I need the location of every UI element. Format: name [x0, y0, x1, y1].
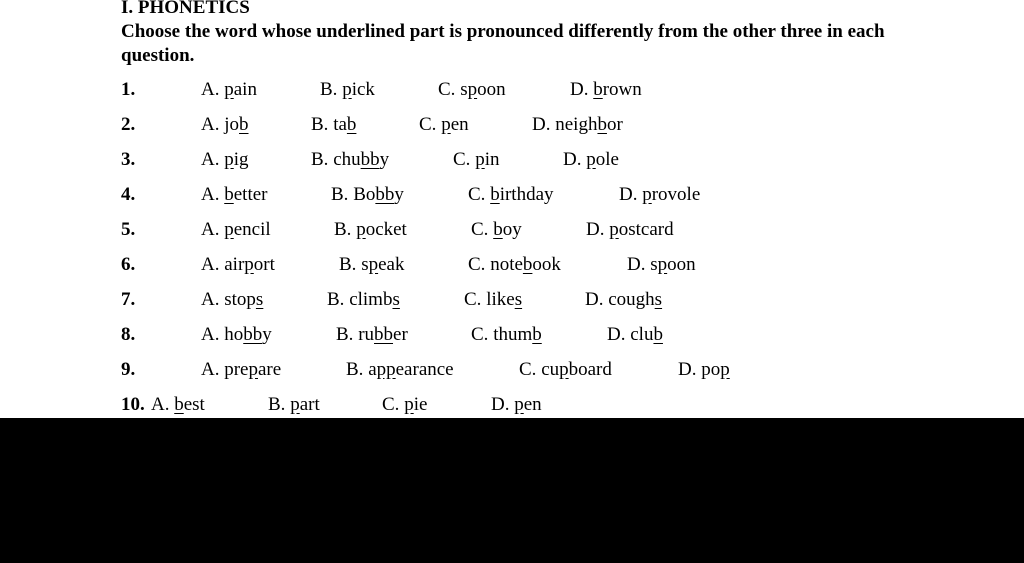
underlined-letters: p [467, 79, 478, 100]
answer-option [346, 357, 454, 383]
option-word-part: y [262, 324, 272, 345]
option-word-part: cu [541, 359, 560, 380]
underlined-letters: p [609, 219, 619, 240]
answer-option [201, 147, 249, 173]
underlined-letters: s [514, 289, 523, 310]
option-word-part: en [523, 394, 542, 415]
underlined-letters: p [642, 184, 652, 205]
option-word-part: in [484, 149, 500, 170]
underlined-letters: bb [360, 149, 380, 170]
option-letter: C. [468, 184, 491, 205]
question-row [121, 252, 1001, 278]
option-word-part: climb [349, 289, 393, 310]
answer-option [311, 147, 389, 173]
option-word-part: etter [233, 184, 268, 205]
option-letter: C. [471, 324, 494, 345]
black-region [0, 418, 1024, 563]
option-word-part: ocket [365, 219, 407, 240]
answer-option [201, 217, 271, 243]
option-word-part: neigh [555, 114, 598, 135]
option-word-part: ostcard [618, 219, 674, 240]
answer-option [151, 392, 205, 418]
answer-option [320, 77, 375, 103]
answer-option [491, 392, 542, 418]
underlined-letters: p [657, 254, 668, 275]
underlined-letters: b [239, 114, 249, 135]
option-word-part: ho [224, 324, 244, 345]
option-letter: B. [331, 184, 354, 205]
option-letter: D. [491, 394, 515, 415]
underlined-letters: p [224, 219, 234, 240]
answer-option [201, 112, 249, 138]
option-word-part: like [486, 289, 515, 310]
option-letter: C. [468, 254, 491, 275]
underlined-letters: p [248, 359, 258, 380]
question-row [121, 322, 1001, 348]
question-row [121, 357, 1001, 383]
option-word-part: en [450, 114, 469, 135]
option-letter: A. [201, 184, 225, 205]
underlined-letters: p [342, 79, 352, 100]
answer-option [201, 182, 268, 208]
option-word-part: s [650, 254, 658, 275]
option-letter: B. [311, 149, 334, 170]
option-letter: A. [201, 254, 225, 275]
underlined-letters: p [224, 149, 234, 170]
underlined-letters: p [559, 359, 569, 380]
underlined-letters: b [532, 324, 542, 345]
answer-option [471, 217, 522, 243]
underlined-letters: bb [243, 324, 263, 345]
instruction-text: Choose the word whose underlined part is pronounced differently from the other three in each question. [121, 21, 885, 66]
option-letter: B. [327, 289, 350, 310]
option-letter: A. [201, 219, 225, 240]
answer-option [464, 287, 522, 313]
answer-option [331, 182, 404, 208]
underlined-letters: b [493, 219, 503, 240]
option-letter: A. [201, 79, 225, 100]
option-word-part: est [183, 394, 205, 415]
option-letter: B. [339, 254, 362, 275]
section-heading: I. PHONETICS [121, 0, 250, 18]
answer-option [438, 77, 506, 103]
underlined-letters: s [255, 289, 264, 310]
underlined-letters: p [224, 79, 234, 100]
option-word-part: ain [233, 79, 257, 100]
option-word-part: board [568, 359, 612, 380]
answer-option [519, 357, 612, 383]
option-word-part: rown [602, 79, 642, 100]
option-letter: C. [382, 394, 405, 415]
question-number: 7. [121, 289, 136, 310]
option-word-part: eak [378, 254, 405, 275]
option-letter: D. [627, 254, 651, 275]
option-word-part: earance [395, 359, 454, 380]
option-letter: D. [563, 149, 587, 170]
question-row [121, 217, 1001, 243]
answer-option [382, 392, 427, 418]
answer-option [468, 182, 554, 208]
question-number: 8. [121, 324, 136, 345]
option-word-part: encil [233, 219, 271, 240]
answer-option [532, 112, 623, 138]
question-number: 2. [121, 114, 136, 135]
underlined-letters: bb [374, 324, 394, 345]
question-row [121, 392, 1001, 418]
underlined-letters: bb [375, 184, 395, 205]
option-word-part: ook [532, 254, 561, 275]
answer-option [586, 217, 674, 243]
option-word-part: s [460, 79, 468, 100]
option-word-part: are [258, 359, 282, 380]
option-letter: C. [453, 149, 476, 170]
question-number: 3. [121, 149, 136, 170]
underlined-letters: p [290, 394, 300, 415]
option-word-part: ole [595, 149, 619, 170]
option-word-part: cough [608, 289, 655, 310]
answer-option [201, 252, 275, 278]
option-word-part: s [361, 254, 369, 275]
option-word-part: ort [253, 254, 275, 275]
underlined-letters: b [346, 114, 357, 135]
underlined-letters: p [368, 254, 379, 275]
option-word-part: y [379, 149, 390, 170]
answer-option [453, 147, 499, 173]
option-word-part: ie [413, 394, 428, 415]
underlined-letters: b [653, 324, 663, 345]
option-letter: D. [678, 359, 702, 380]
underlined-letters: b [224, 184, 234, 205]
option-letter: A. [201, 324, 225, 345]
option-letter: C. [519, 359, 542, 380]
underlined-letters: pp [376, 359, 396, 380]
underlined-letters: p [441, 114, 451, 135]
answer-option [468, 252, 561, 278]
option-letter: C. [419, 114, 442, 135]
answer-option [336, 322, 408, 348]
underlined-letters: s [392, 289, 400, 310]
option-letter: B. [346, 359, 369, 380]
answer-option [607, 322, 663, 348]
option-word-part: er [393, 324, 408, 345]
underlined-letters: b [490, 184, 500, 205]
answer-option [570, 77, 642, 103]
answer-option [201, 322, 272, 348]
option-word-part: clu [630, 324, 654, 345]
underlined-letters: p [356, 219, 366, 240]
option-letter: D. [586, 219, 610, 240]
option-letter: B. [311, 114, 334, 135]
answer-option [311, 112, 356, 138]
option-letter: A. [201, 114, 225, 135]
option-letter: D. [570, 79, 594, 100]
option-word-part: air [224, 254, 245, 275]
question-number: 6. [121, 254, 136, 275]
underlined-letters: p [720, 359, 730, 380]
option-letter: B. [320, 79, 343, 100]
answer-option [585, 287, 662, 313]
underlined-letters: p [404, 394, 414, 415]
option-word-part: irthday [499, 184, 554, 205]
underlined-letters: p [475, 149, 485, 170]
answer-option [563, 147, 619, 173]
option-letter: A. [151, 394, 175, 415]
option-word-part: or [606, 114, 623, 135]
underlined-letters: b [597, 114, 607, 135]
option-word-part: thum [493, 324, 533, 345]
option-word-part: note [490, 254, 523, 275]
option-word-part: Bo [353, 184, 376, 205]
answer-option [201, 357, 281, 383]
option-letter: D. [607, 324, 631, 345]
option-word-part: ig [233, 149, 249, 170]
answer-option [268, 392, 320, 418]
underlined-letters: p [244, 254, 254, 275]
question-row [121, 112, 1001, 138]
answer-option [334, 217, 407, 243]
answer-option [419, 112, 469, 138]
option-word-part: oon [667, 254, 696, 275]
underlined-letters: b [174, 394, 184, 415]
answer-option [471, 322, 542, 348]
option-word-part: a [368, 359, 377, 380]
underlined-letters: b [593, 79, 603, 100]
option-letter: D. [619, 184, 643, 205]
answer-option [201, 287, 263, 313]
option-letter: C. [464, 289, 487, 310]
option-word-part: y [394, 184, 404, 205]
option-word-part: art [299, 394, 320, 415]
underlined-letters: p [586, 149, 596, 170]
question-row [121, 147, 1001, 173]
option-letter: A. [201, 359, 225, 380]
answer-option [339, 252, 404, 278]
option-word-part: stop [224, 289, 256, 310]
question-number: 9. [121, 359, 136, 380]
option-word-part: po [701, 359, 721, 380]
question-row [121, 182, 1001, 208]
question-number: 4. [121, 184, 136, 205]
option-word-part: oy [502, 219, 522, 240]
option-letter: A. [201, 289, 225, 310]
option-word-part: ick [351, 79, 375, 100]
question-number: 1. [121, 79, 136, 100]
question-number: 10. [121, 394, 145, 415]
underlined-letters: b [522, 254, 533, 275]
option-letter: A. [201, 149, 225, 170]
option-letter: B. [268, 394, 291, 415]
answer-option [627, 252, 696, 278]
answer-option [201, 77, 257, 103]
question-number: 5. [121, 219, 136, 240]
option-letter: D. [585, 289, 609, 310]
answer-option [327, 287, 400, 313]
option-word-part: ru [358, 324, 375, 345]
option-word-part: ta [333, 114, 347, 135]
question-row [121, 77, 1001, 103]
option-word-part: jo [224, 114, 240, 135]
option-letter: D. [532, 114, 556, 135]
option-word-part: chu [333, 149, 361, 170]
option-letter: C. [438, 79, 461, 100]
question-row [121, 287, 1001, 313]
underlined-letters: s [654, 289, 663, 310]
underlined-letters: p [514, 394, 524, 415]
option-word-part: oon [477, 79, 506, 100]
option-letter: B. [336, 324, 359, 345]
option-letter: B. [334, 219, 357, 240]
answer-option [678, 357, 730, 383]
option-word-part: rovole [651, 184, 701, 205]
answer-option [619, 182, 700, 208]
option-word-part: pre [224, 359, 249, 380]
option-letter: C. [471, 219, 494, 240]
